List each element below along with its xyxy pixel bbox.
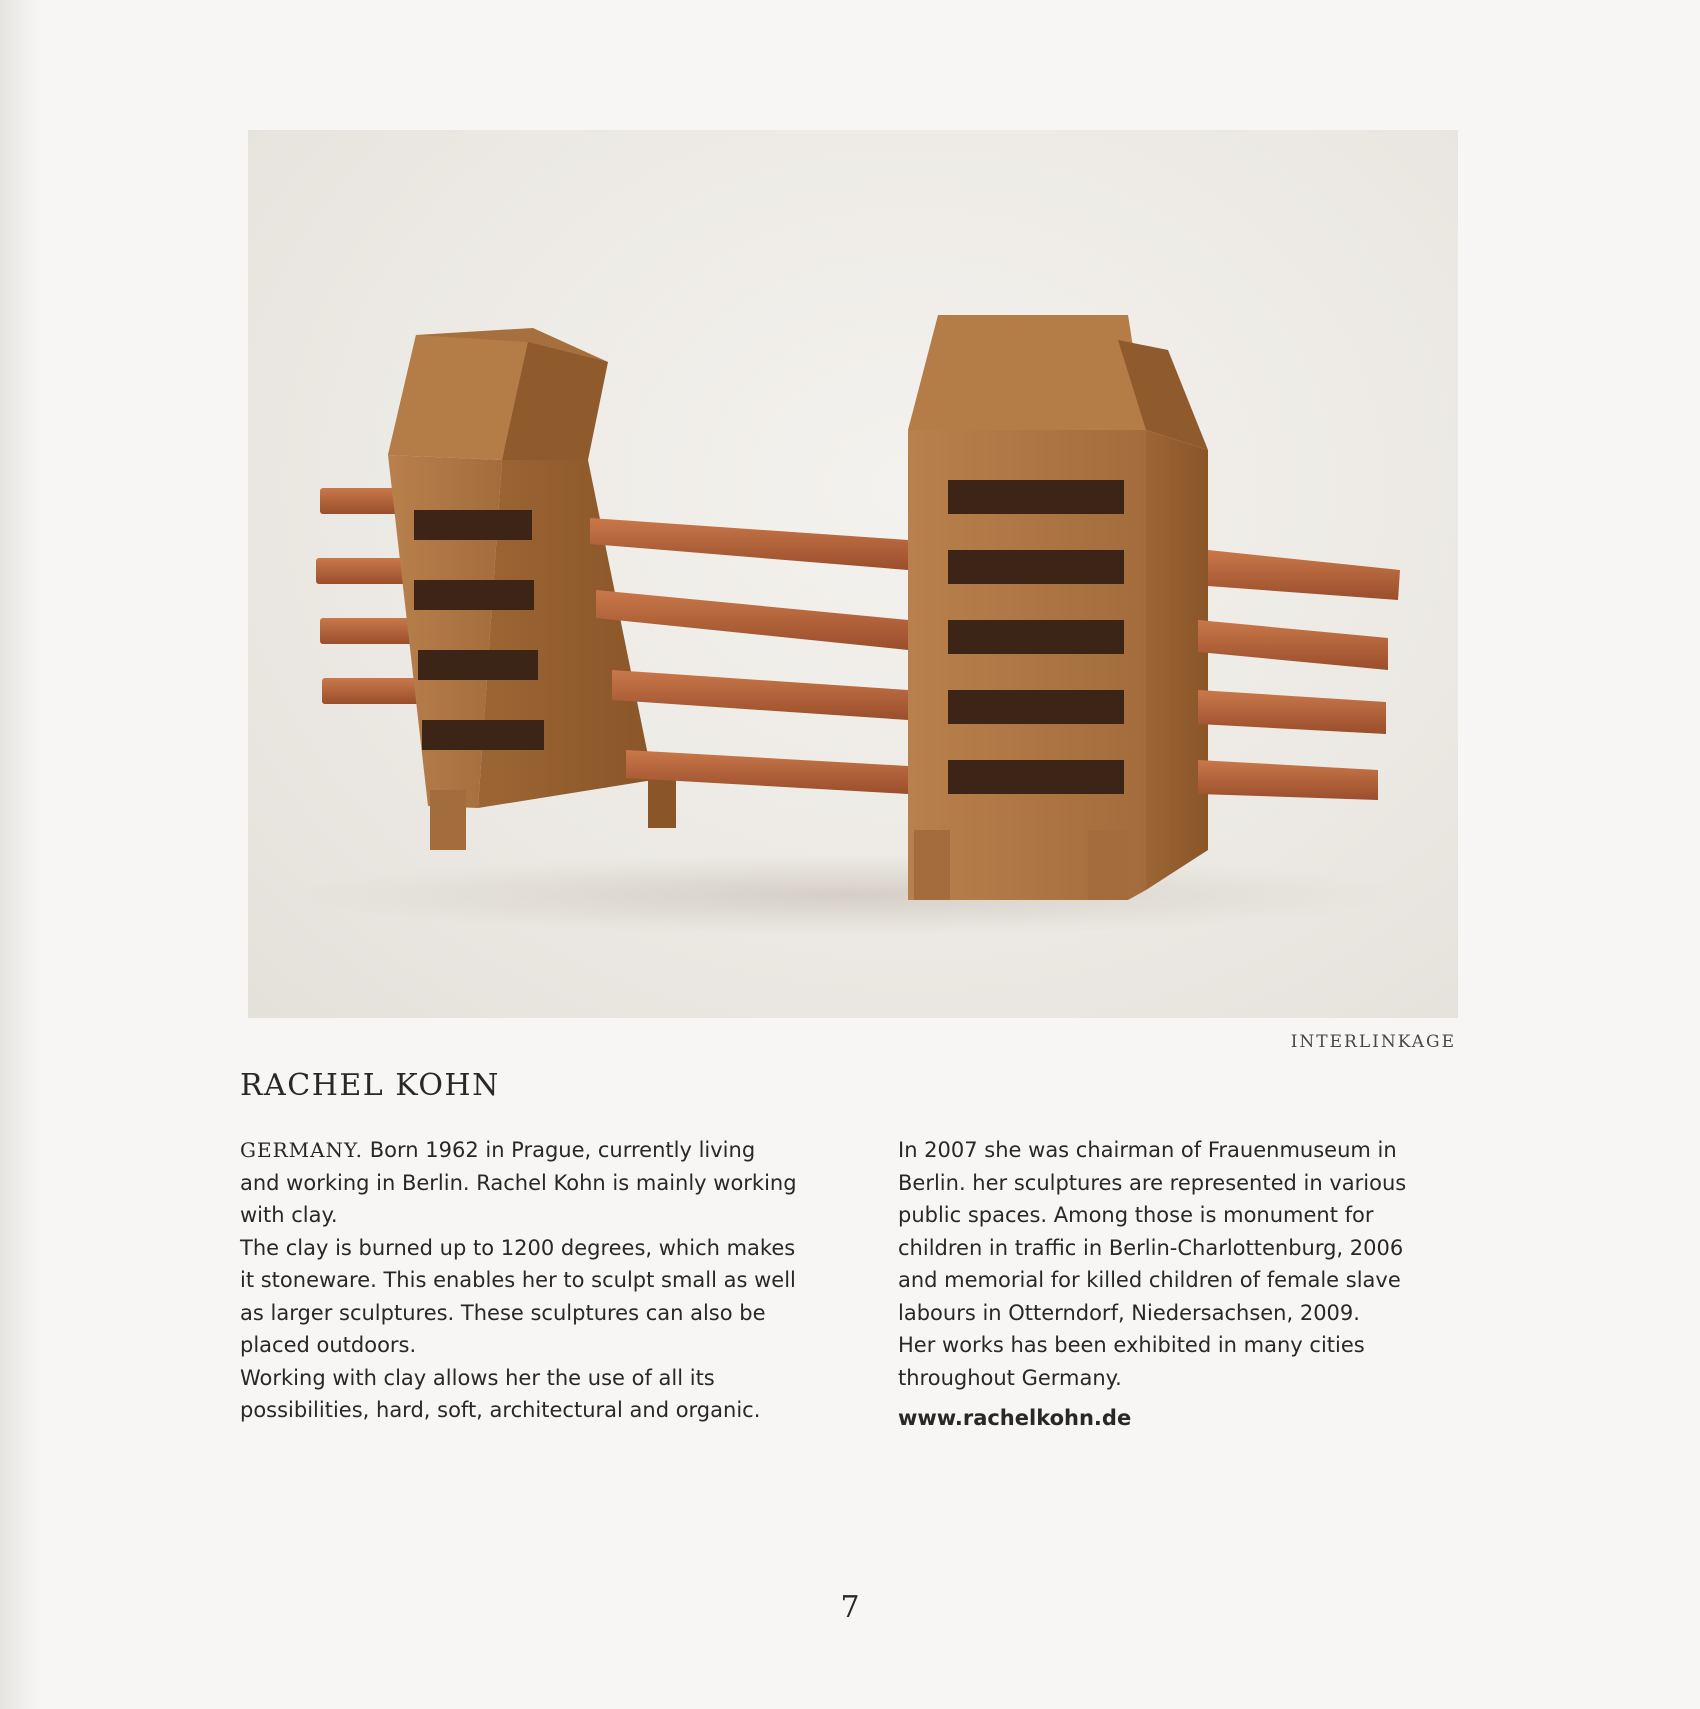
right-slats [1198, 550, 1400, 800]
sculpture-illustration [248, 130, 1458, 1018]
figure-caption: INTERLINKAGE [1290, 1032, 1456, 1052]
bio-right-column [898, 1134, 1438, 1435]
page-number: 7 [840, 1590, 860, 1625]
artist-website-link[interactable]: www.rachelkohn.de [898, 1406, 1132, 1430]
bio-paragraph-4: In 2007 she was chairman of Frauenmuseum in Berlin. her sculptures are represented in various public spaces. Among those is monument for children in traffic in Berlin-Charlottenburg, 2006 and memorial for killed children of female slave labours in Otterndorf, Niedersachsen, 2009. [898, 1138, 1407, 1325]
right-tower [908, 315, 1208, 900]
bio-text-1: Born 1962 in Prague, currently living and working in Berlin. Rachel Kohn is mainly working with clay. [240, 1138, 797, 1227]
bio-paragraph-2: The clay is burned up to 1200 degrees, which makes it stoneware. This enables her to sculpt small as well as larger sculptures. These sculptures can also be placed outdoors. [240, 1235, 796, 1357]
middle-slats [590, 518, 908, 794]
sculpture-photo [248, 130, 1458, 1018]
bio-paragraph-3: Working with clay allows her the use of all its possibilities, hard, soft, architectural and organic. [240, 1365, 761, 1422]
page-gutter-shadow [0, 0, 42, 1709]
artist-country: GERMANY. [240, 1138, 364, 1162]
artist-name: RACHEL KOHN [240, 1068, 500, 1103]
bio-paragraph-1 [240, 1134, 800, 1232]
bio-left-column [240, 1134, 800, 1427]
bio-paragraph-5: Her works has been exhibited in many cities throughout Germany. [898, 1333, 1365, 1390]
